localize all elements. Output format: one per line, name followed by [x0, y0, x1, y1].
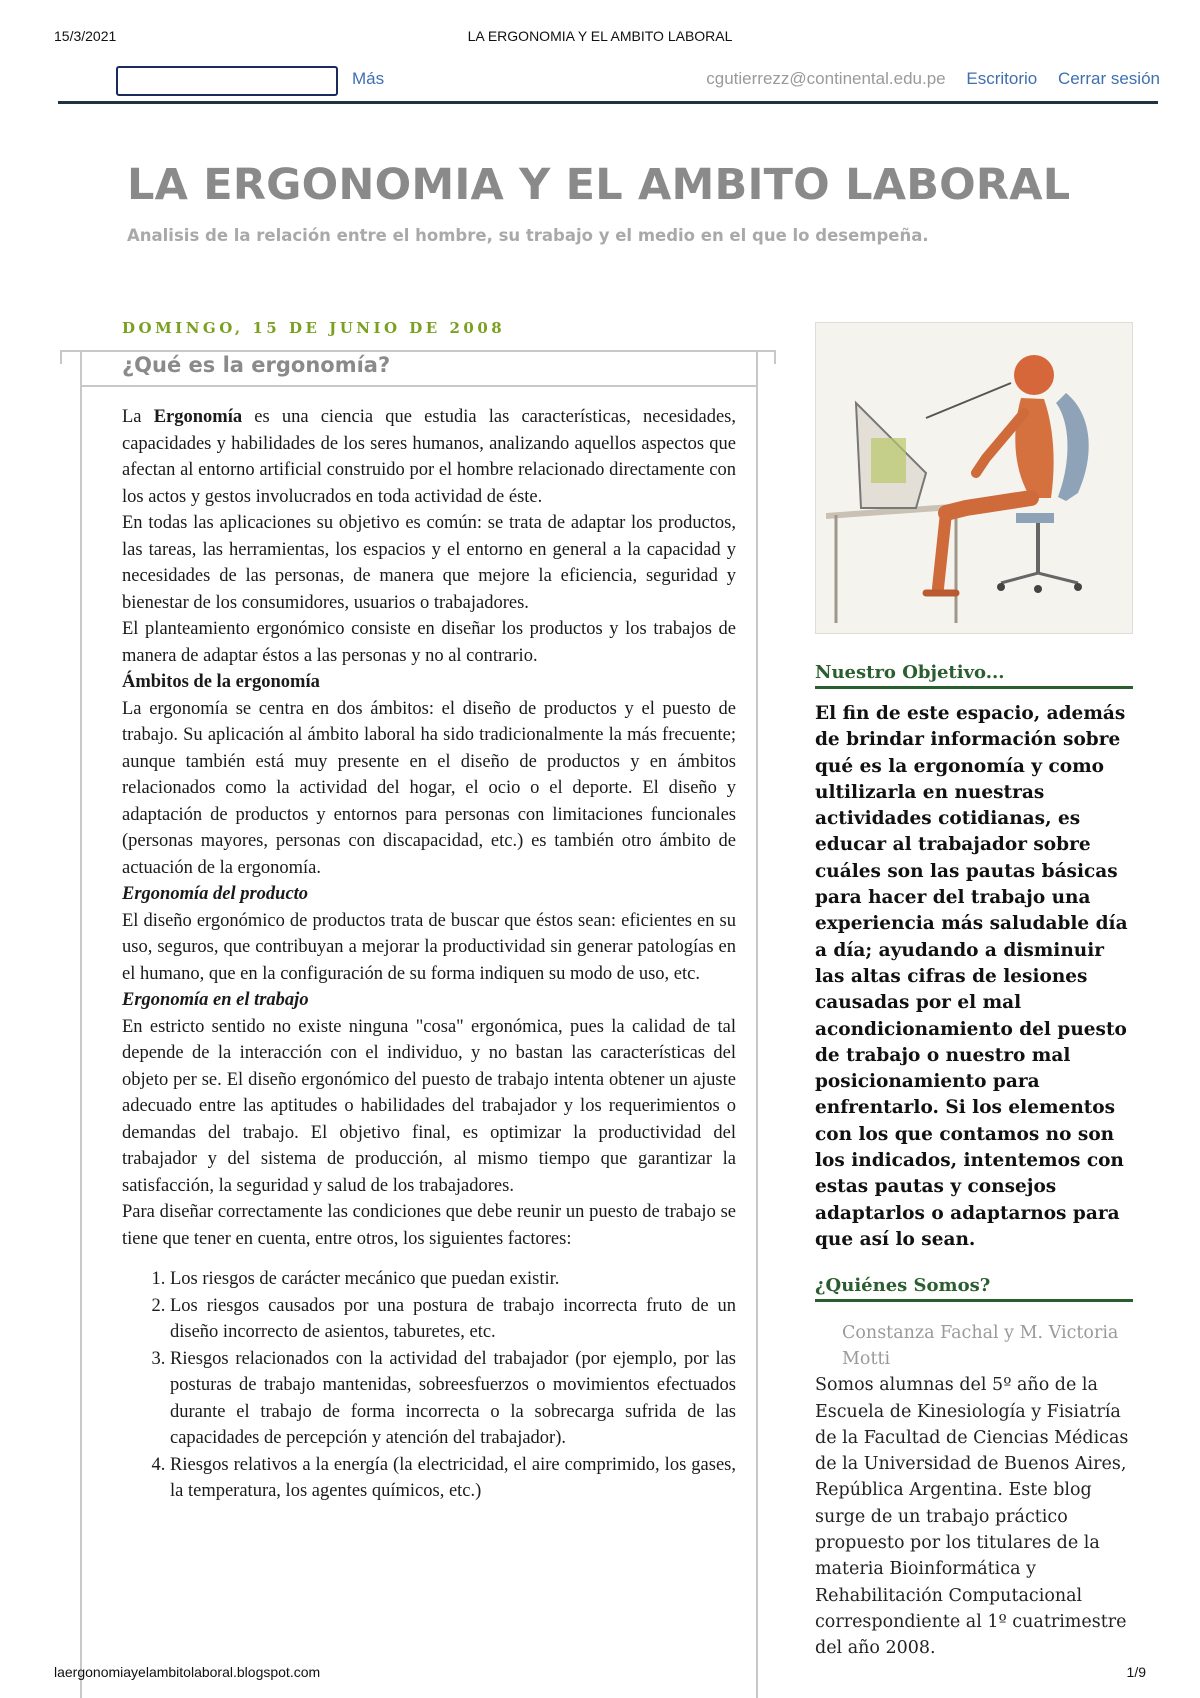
print-title: LA ERGONOMIA Y EL AMBITO LABORAL [467, 28, 733, 44]
post-title[interactable]: ¿Qué es la ergonomía? [122, 353, 391, 377]
ergonomia-term: Ergonomía [153, 407, 243, 427]
print-date: 15/3/2021 [54, 28, 117, 44]
post-paragraph: En estricto sentido no existe ninguna "cosa" ergonómica, pues la calidad de tal depende de la interacción con el individuo, y no bastan las características del objeto per se. El diseño ergonómico del puesto de trabajo intenta obtener un ajuste adecuado entre las aptitudes o habilidades del trabajador y los requerimientos o demandas del trabajo. El objetivo final, es optimizar la productividad del trabajador y del sistema de producción, al mismo tiempo que garantizar la satisfacción, la seguridad y salud de los trabajadores. [122, 1016, 736, 1196]
section-heading-ambitos: Ámbitos de la ergonomía [122, 672, 320, 692]
print-footer-url: laergonomiayelambitolaboral.blogspot.com [54, 1664, 321, 1680]
post-date-header: DOMINGO, 15 DE JUNIO DE 2008 [122, 319, 506, 337]
list-item: 3. Riesgos relacionados con la actividad del trabajador (por ejemplo, por las posturas de trabajo mantenidas, sobreesfuerzos o movimientos efectuados durante el trabajo de forma incorrecta o la sobrecarga sufrida de las capacidades de percepción y atención del trabajador). [170, 1346, 736, 1452]
print-page-number: 1/9 [1126, 1664, 1146, 1680]
navbar-more-link[interactable]: Más [352, 69, 385, 88]
author-names: Constanza Fachal y M. Victoria Motti [842, 1323, 1119, 1370]
navbar-search-input[interactable] [116, 66, 338, 96]
post-paragraph: El diseño ergonómico de productos trata de buscar que éstos sean: eficientes en su uso, seguros, que contribuyan a mejorar la productividad sin generar patologías en el humano, que en la configuración de su forma indiquen su modo de uso, etc. [122, 910, 736, 984]
blogger-navbar [60, 66, 1160, 96]
post-paragraph: La Ergonomía es una ciencia que estudia las características, necesidades, capacidades y habilidades de los seres humanos, analizando aquellos aspectos que afectan al entorno artificial construido por el hombre relacionado directamente con los actos y gestos involucrados en toda actividad de éste. [122, 407, 736, 507]
ergonomic-mannequin-illustration-icon [815, 322, 1133, 634]
section-heading-producto: Ergonomía del producto [122, 884, 309, 904]
navbar-account [690, 69, 1160, 89]
frame-left-rule [80, 350, 82, 1698]
navbar-desktop-link[interactable]: Escritorio [966, 69, 1038, 88]
risk-factors-list [122, 1266, 736, 1505]
list-item: 1. Los riesgos de carácter mecánico que puedan existir. [170, 1266, 736, 1293]
frame-tick-right [774, 350, 776, 364]
navbar-user-email: cgutierrezz@continental.edu.pe [706, 69, 946, 88]
widget-title-quienes: ¿Quiénes Somos? [815, 1275, 1133, 1302]
sidebar [815, 322, 1133, 1662]
frame-right-rule [756, 350, 758, 1698]
section-heading-trabajo: Ergonomía en el trabajo [122, 990, 309, 1010]
post-paragraph: Para diseñar correctamente las condiciones que debe reunir un puesto de trabajo se tiene que tener en cuenta, entre otros, los siguientes factores: [122, 1202, 736, 1249]
list-item: 2. Los riesgos causados por una postura de trabajo incorrecta fruto de un diseño incorrecto de asientos, taburetes, etc. [170, 1293, 736, 1346]
navbar-divider [58, 101, 1158, 104]
print-header [54, 28, 1146, 48]
list-item: 4. Riesgos relativos a la energía (la electricidad, el aire comprimido, los gases, la temperatura, los agentes químicos, etc.) [170, 1452, 736, 1505]
about-text: Somos alumnas del 5º año de la Escuela de Kinesiología y Fisiatría de la Facultad de Ciencias Médicas de la Universidad de Buenos Aires, República Argentina. Este blog surge de un trabajo práctico propuesto por los titulares de la materia Bioinformática y Rehabilitación Computacional correspondiente al 1º cuatrimestre del año 2008. [815, 1375, 1129, 1659]
frame-top-rule [60, 350, 776, 352]
post-paragraph: La ergonomía se centra en dos ámbitos: el diseño de productos y el puesto de trabajo. Su aplicación al ámbito laboral ha sido tradicionalmente la más frecuente; aunque también está muy presente en el diseño de productos y en ámbitos relacionados como la actividad del hogar, el ocio o el deporte. El diseño y adaptación de productos y entornos para personas con limitaciones funcionales (personas mayores, personas con discapacidad, etc.) es también otro ámbito de actuación de la ergonomía. [122, 698, 736, 878]
post-body [122, 404, 736, 1505]
post-paragraph: El planteamiento ergonómico consiste en diseñar los productos y los trabajos de manera de adaptar éstos a las personas y no al contrario. [122, 619, 736, 666]
blog-description: Analisis de la relación entre el hombre, su trabajo y el medio en el que lo desempeña. [127, 226, 929, 245]
widget-objetivo-text: El fin de este espacio, además de brindar información sobre qué es la ergonomía y como ultilizarla en nuestras actividades cotidianas, es educar al trabajador sobre cuáles son las pautas básicas para hacer del trabajo una experiencia más saludable día a día; ayudando a disminuir las altas cifras de lesiones causadas por el mal acondicionamiento del puesto de trabajo o nuestro mal posicionamiento para enfrentarlo. Si los elementos con los que contamos no son los indicados, intentemos con estas pautas y consejos adaptarlos o adaptarnos para que así lo sean. [815, 703, 1128, 1250]
navbar-logout-link[interactable]: Cerrar sesión [1057, 69, 1160, 88]
post-paragraph: En todas las aplicaciones su objetivo es común: se trata de adaptar los productos, las tareas, las herramientas, los espacios y el entorno en general a la capacidad y necesidades de las personas, de manera que mejore la eficiencia, seguridad y bienestar de los consumidores, usuarios o trabajadores. [122, 513, 736, 613]
widget-title-objetivo: Nuestro Objetivo... [815, 662, 1133, 689]
frame-tick-left [60, 350, 62, 364]
blog-title[interactable]: LA ERGONOMIA Y EL AMBITO LABORAL [127, 160, 1071, 210]
post-title-divider [80, 385, 757, 387]
